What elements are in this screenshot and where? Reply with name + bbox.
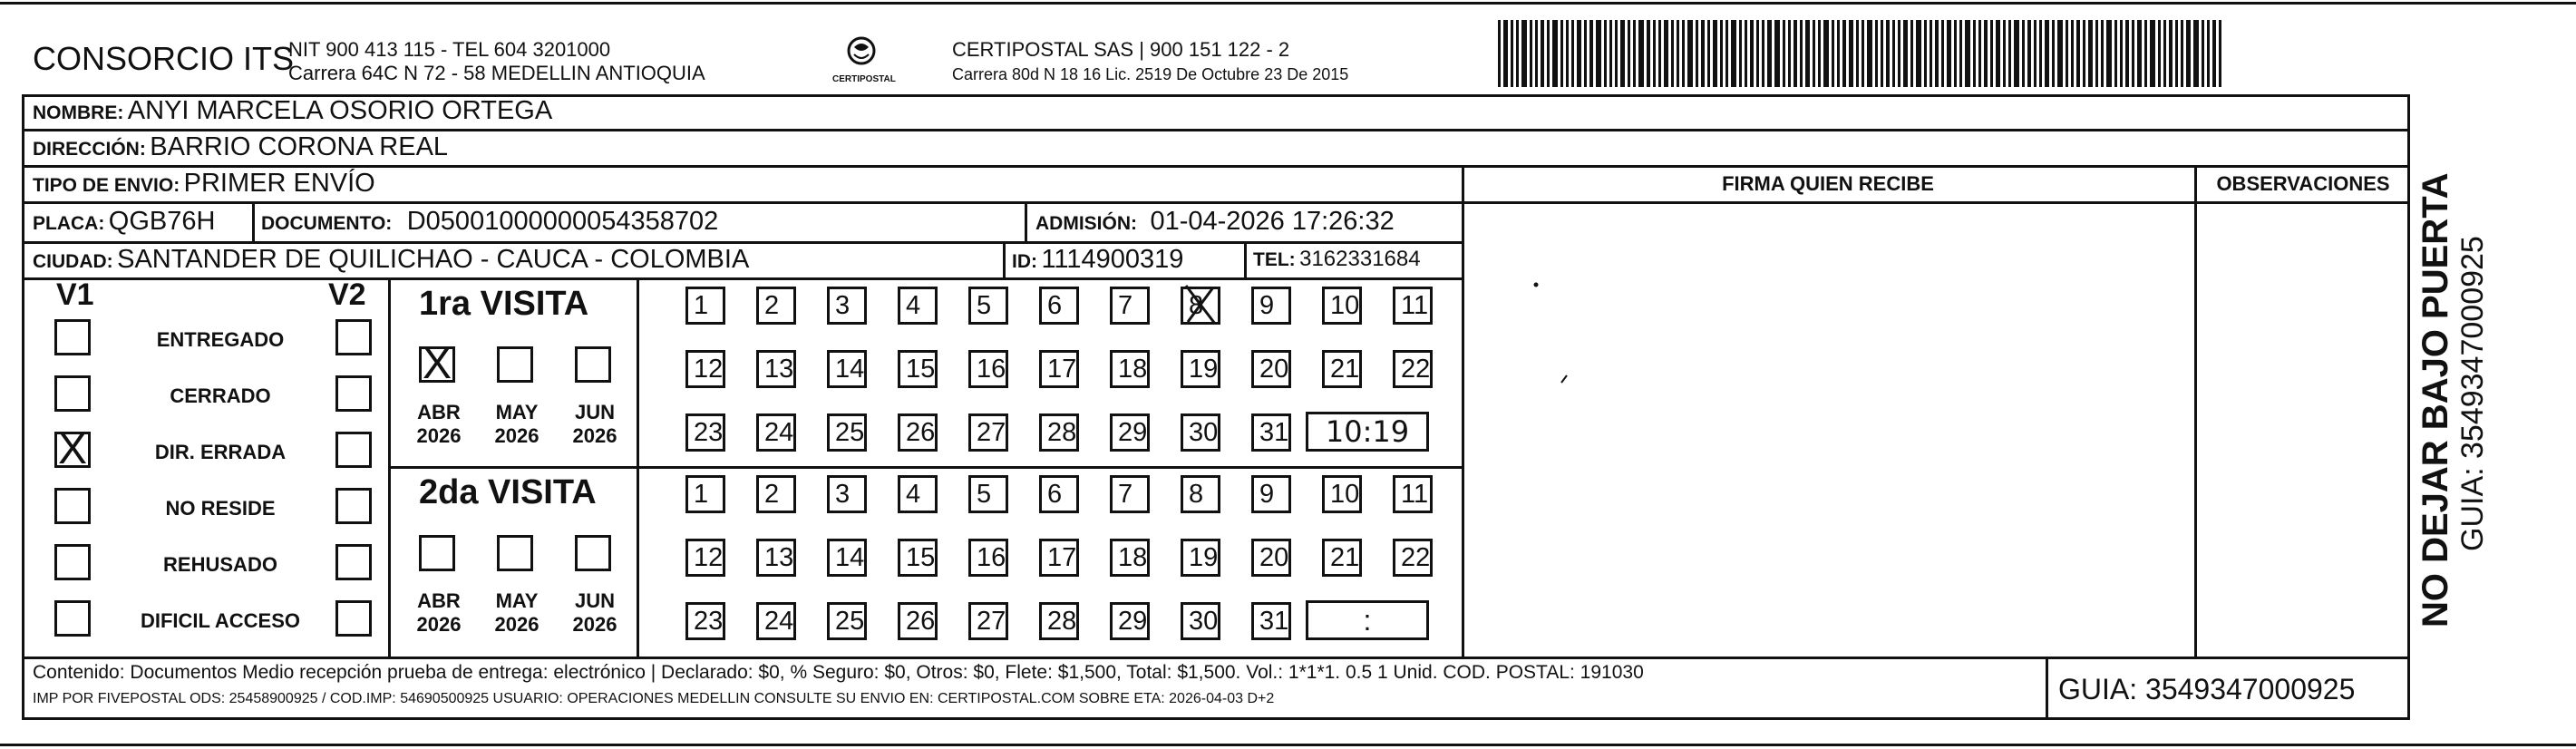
v2-label: V2 — [328, 277, 366, 312]
visit1-day-box[interactable]: 23 — [685, 413, 725, 452]
side-warning: NO DEJAR BAJO PUERTA — [2416, 172, 2455, 627]
visit2-day-box[interactable]: 9 — [1251, 475, 1291, 513]
company-address: Carrera 64C N 72 - 58 MEDELLIN ANTIOQUIA — [288, 62, 705, 84]
visit2-day-box[interactable]: 22 — [1393, 539, 1433, 577]
visit1-day-box[interactable]: 1 — [685, 287, 725, 325]
visit2-day-box[interactable]: 11 — [1393, 475, 1433, 513]
id-label: ID: — [1012, 251, 1037, 272]
side-guia: GUIA: 3549347000925 — [2455, 236, 2490, 551]
visit2-day-box[interactable]: 6 — [1039, 475, 1079, 513]
status-v1-checkbox[interactable] — [54, 488, 91, 524]
carrier-license: Carrera 80d N 18 16 Lic. 2519 De Octubre 23 De 2015 — [952, 65, 1349, 83]
admision-label: ADMISIÓN: — [1035, 213, 1137, 234]
status-label: DIR. ERRADA — [154, 441, 287, 463]
status-label: REHUSADO — [163, 553, 277, 576]
visit1-day-box[interactable]: 4 — [898, 287, 938, 325]
observaciones-label: OBSERVACIONES — [2216, 172, 2390, 195]
observaciones-area[interactable] — [2198, 205, 2406, 655]
visit1-month-checkbox[interactable] — [497, 346, 533, 383]
visit2-month-checkbox[interactable] — [497, 535, 533, 571]
visit1-month-label: JUN 2026 — [572, 401, 617, 447]
visit2-day-box[interactable]: 19 — [1181, 539, 1220, 577]
visit2-day-box[interactable]: 29 — [1110, 602, 1150, 640]
cross-mark-icon — [1181, 282, 1220, 327]
direccion-value: BARRIO CORONA REAL — [150, 132, 449, 161]
visit1-month-checkbox[interactable] — [419, 340, 455, 388]
visit2-day-box[interactable]: 27 — [968, 602, 1008, 640]
visit1-day-box[interactable]: 8 — [1181, 287, 1220, 325]
placa-value: QGB76H — [108, 207, 216, 236]
visit1-month-checkbox[interactable] — [575, 346, 611, 383]
visit1-day-box[interactable]: 30 — [1181, 413, 1220, 452]
status-v1-checkbox[interactable] — [54, 600, 91, 637]
visit2-day-box[interactable]: 3 — [827, 475, 867, 513]
status-label: DIFICIL ACCESO — [140, 609, 300, 632]
visit2-day-box[interactable]: 5 — [968, 475, 1008, 513]
tipo-envio-value: PRIMER ENVÍO — [183, 169, 375, 198]
visit2-day-box[interactable]: 14 — [827, 539, 867, 577]
visit2-day-box[interactable]: 23 — [685, 602, 725, 640]
visit1-month-label: MAY 2026 — [494, 401, 540, 447]
status-v2-checkbox[interactable] — [335, 432, 372, 468]
status-v1-checkbox[interactable] — [54, 319, 91, 355]
visit2-day-box[interactable]: 18 — [1110, 539, 1150, 577]
nombre-label: NOMBRE: — [33, 102, 124, 123]
logo-caption: CERTIPOSTAL — [832, 74, 896, 84]
nombre-value: ANYI MARCELA OSORIO ORTEGA — [127, 96, 553, 125]
id-value: 1114900319 — [1041, 245, 1184, 274]
footer-imp: IMP POR FIVEPOSTAL ODS: 25458900925 / COD.IMP: 54690500925 USUARIO: OPERACIONES MEDELLIN CONSULTE SU ENVIO EN: CERTIPOSTAL.COM SOBRE ETA: 2026-04-03 D+2 — [33, 691, 1275, 706]
visit2-day-box[interactable]: 1 — [685, 475, 725, 513]
visit1-time[interactable]: 10:19 — [1306, 412, 1429, 452]
visit2-day-box[interactable]: 4 — [898, 475, 938, 513]
tel-label: TEL: — [1253, 249, 1296, 270]
visit1-day-box[interactable]: 17 — [1039, 350, 1079, 388]
visit1-day-box[interactable]: 9 — [1251, 287, 1291, 325]
footer-content: Contenido: Documentos Medio recepción prueba de entrega: electrónico | Declarado: $0, % Seguro: $0, Otros: $0, Flete: $1,500, Total: $1,500. Vol.: 1*1*1. 0.5 1 Unid. COD. POSTAL: 191030 — [33, 662, 1644, 683]
visit1-day-box[interactable]: 2 — [756, 287, 796, 325]
visit1-day-box[interactable]: 11 — [1393, 287, 1433, 325]
check-mark-icon: X — [57, 425, 87, 473]
visit1-day-box[interactable]: 15 — [898, 350, 938, 388]
documento-label: DOCUMENTO: — [261, 213, 393, 234]
tipo-envio-label: TIPO DE ENVIO: — [33, 175, 180, 196]
visit2-day-box[interactable]: 26 — [898, 602, 938, 640]
ciudad-value: SANTANDER DE QUILICHAO - CAUCA - COLOMBIA — [117, 245, 750, 274]
carrier-name: CERTIPOSTAL SAS | 900 151 122 - 2 — [952, 38, 1290, 61]
visit2-day-box[interactable]: 13 — [756, 539, 796, 577]
visit1-day-box[interactable]: 14 — [827, 350, 867, 388]
top-rule — [0, 2, 2576, 5]
visit2-day-box[interactable]: 8 — [1181, 475, 1220, 513]
status-v2-checkbox[interactable] — [335, 319, 372, 355]
visit2-day-box[interactable]: 20 — [1251, 539, 1291, 577]
visit2-day-box[interactable]: 7 — [1110, 475, 1150, 513]
visit1-day-box[interactable]: 12 — [685, 350, 725, 388]
visit1-month-label: ABR 2026 — [416, 401, 462, 447]
barcode-icon — [1498, 20, 2227, 87]
tel-value: 3162331684 — [1299, 247, 1421, 271]
visit1-day-box[interactable]: 25 — [827, 413, 867, 452]
firma-label: FIRMA QUIEN RECIBE — [1722, 172, 1934, 195]
status-v1-checkbox[interactable] — [54, 375, 91, 412]
visit1-day-box[interactable]: 22 — [1393, 350, 1433, 388]
visit1-day-box[interactable]: 3 — [827, 287, 867, 325]
visit1-day-box[interactable]: 27 — [968, 413, 1008, 452]
placa-label: PLACA: — [33, 213, 105, 234]
status-v2-checkbox[interactable] — [335, 544, 372, 580]
status-v1-checkbox[interactable] — [54, 425, 91, 473]
visit2-day-box[interactable]: 17 — [1039, 539, 1079, 577]
visit2-day-box[interactable]: 28 — [1039, 602, 1079, 640]
company-nit: NIT 900 413 115 - TEL 604 3201000 — [288, 38, 611, 61]
visit2-day-box[interactable]: 16 — [968, 539, 1008, 577]
visit1-day-box[interactable]: 10 — [1322, 287, 1362, 325]
visit2-day-box[interactable]: 30 — [1181, 602, 1220, 640]
visit2-day-box[interactable]: 12 — [685, 539, 725, 577]
visit1-day-box[interactable]: 20 — [1251, 350, 1291, 388]
check-mark-icon: X — [422, 340, 452, 388]
footer-guia: GUIA: 3549347000925 — [2058, 673, 2356, 705]
visit2-title: 2da VISITA — [419, 473, 597, 511]
visit2-day-box[interactable]: 24 — [756, 602, 796, 640]
visit1-day-box[interactable]: 29 — [1110, 413, 1150, 452]
visit2-day-box[interactable]: 10 — [1322, 475, 1362, 513]
status-v2-checkbox[interactable] — [335, 600, 372, 637]
visit2-day-box[interactable]: 15 — [898, 539, 938, 577]
visit1-day-box[interactable]: 6 — [1039, 287, 1079, 325]
ciudad-label: CIUDAD: — [33, 251, 113, 272]
visit1-day-box[interactable]: 5 — [968, 287, 1008, 325]
visit2-day-box[interactable]: 25 — [827, 602, 867, 640]
visit1-day-box[interactable]: 18 — [1110, 350, 1150, 388]
visit2-month-label: ABR 2026 — [416, 589, 462, 636]
visit1-day-box[interactable]: 7 — [1110, 287, 1150, 325]
visit2-month-checkbox[interactable] — [419, 535, 455, 571]
visit1-day-box[interactable]: 26 — [898, 413, 938, 452]
visit1-day-box[interactable]: 19 — [1181, 350, 1220, 388]
documento-value: D05001000000054358702 — [406, 207, 719, 236]
visit2-day-box[interactable]: 21 — [1322, 539, 1362, 577]
direccion-label: DIRECCIÓN: — [33, 139, 146, 160]
visit1-day-box[interactable]: 24 — [756, 413, 796, 452]
v1-label: V1 — [56, 277, 94, 312]
visit2-month-label: MAY 2026 — [494, 589, 540, 636]
visit1-day-box[interactable]: 13 — [756, 350, 796, 388]
visit1-day-box[interactable]: 21 — [1322, 350, 1362, 388]
visit1-day-box[interactable]: 31 — [1251, 413, 1291, 452]
status-v2-checkbox[interactable] — [335, 375, 372, 412]
status-label: ENTREGADO — [156, 328, 285, 351]
admision-value: 01-04-2026 17:26:32 — [1150, 207, 1395, 236]
visit2-month-checkbox[interactable] — [575, 535, 611, 571]
signature-area[interactable] — [1465, 205, 2191, 655]
status-label: NO RESIDE — [165, 497, 276, 520]
visit1-day-box[interactable]: 28 — [1039, 413, 1079, 452]
status-v1-checkbox[interactable] — [54, 544, 91, 580]
company-name: CONSORCIO ITS — [33, 40, 295, 77]
visit1-day-box[interactable]: 16 — [968, 350, 1008, 388]
visit2-day-box[interactable]: 2 — [756, 475, 796, 513]
visit2-day-box[interactable]: 31 — [1251, 602, 1291, 640]
status-label: CERRADO — [170, 384, 271, 407]
bottom-rule — [0, 744, 2576, 746]
status-v2-checkbox[interactable] — [335, 488, 372, 524]
visit1-title: 1ra VISITA — [419, 285, 589, 323]
visit2-time[interactable]: : — [1306, 600, 1429, 640]
visit2-month-label: JUN 2026 — [572, 589, 617, 636]
